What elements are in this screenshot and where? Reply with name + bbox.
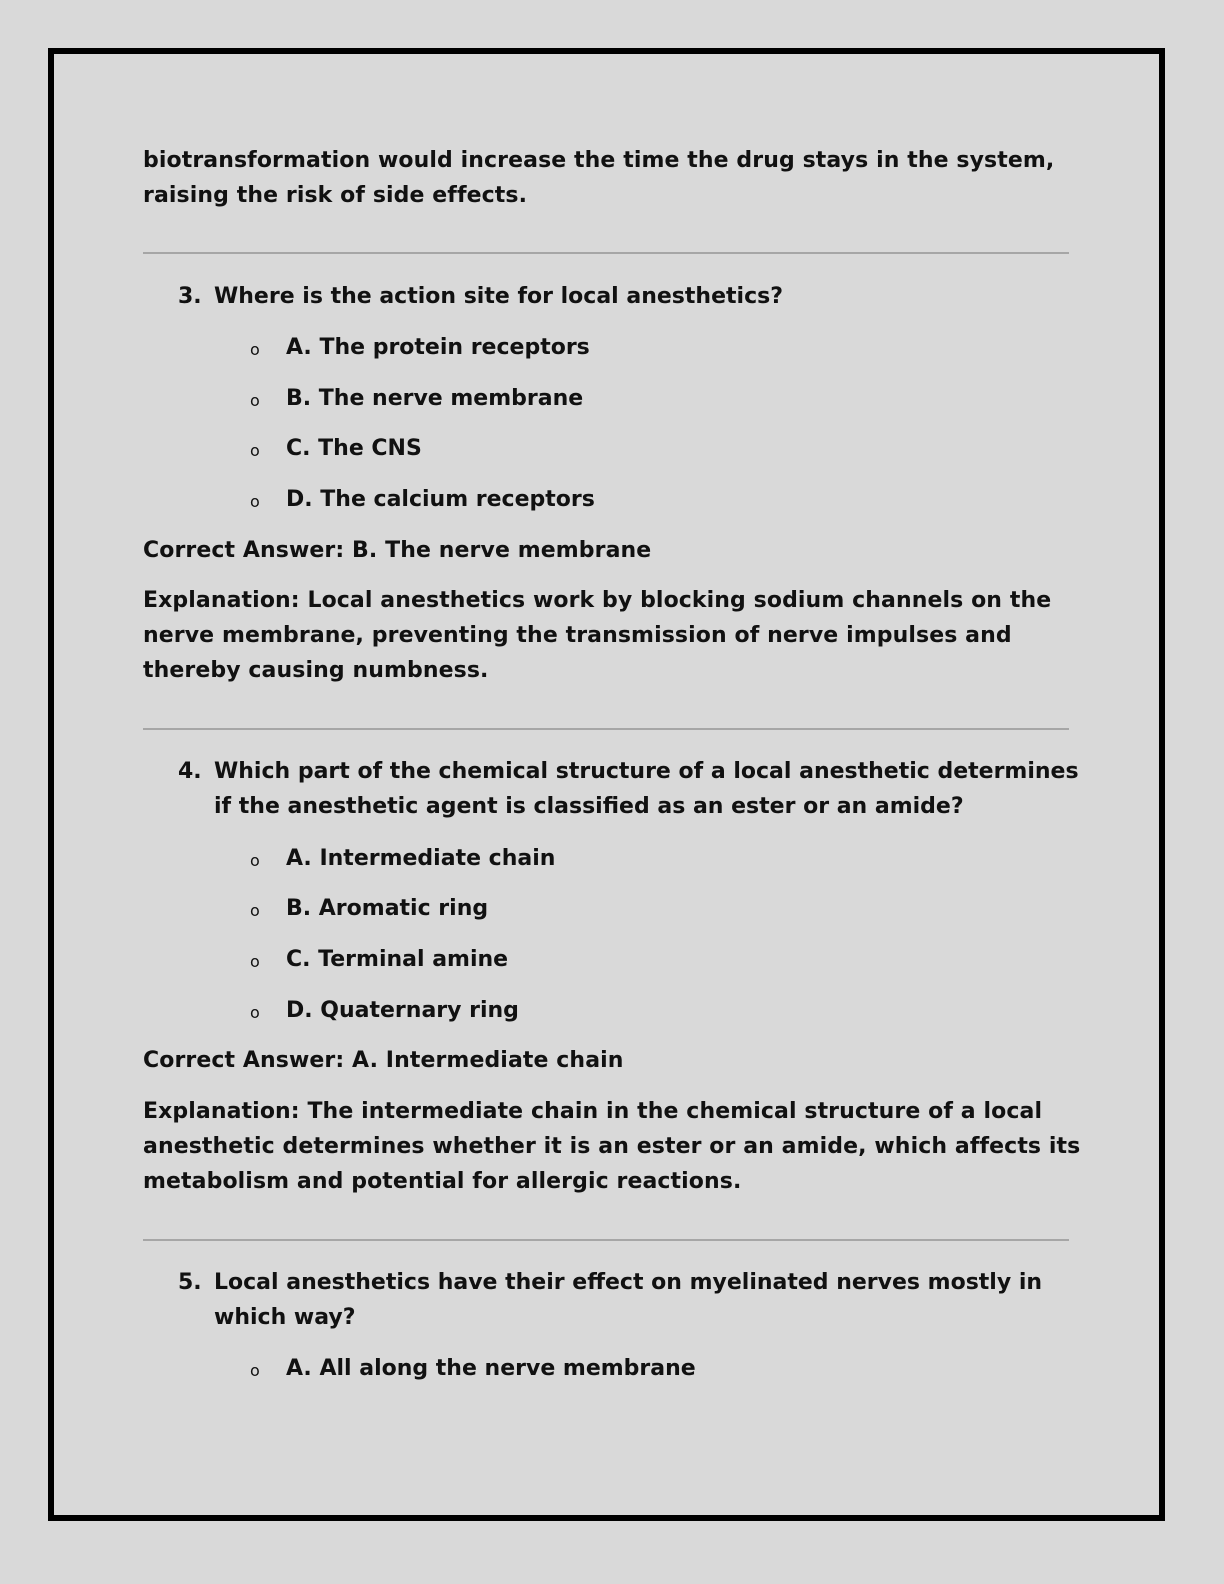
intro-line: biotransformation would increase the time the drug stays in the system,	[143, 148, 1055, 173]
correct-answer: Correct Answer: A. Intermediate chain	[143, 1048, 624, 1073]
bullet-icon: o	[250, 952, 260, 971]
bullet-icon: o	[250, 340, 260, 359]
question-text: Which part of the chemical structure of a local anesthetic determines	[214, 759, 1079, 784]
question-number: 5.	[178, 1270, 202, 1295]
option-text: A. The protein receptors	[286, 335, 590, 360]
bullet-icon: o	[250, 492, 260, 511]
divider	[143, 252, 1069, 254]
bullet-icon: o	[250, 1003, 260, 1022]
question-text: Local anesthetics have their effect on myelinated nerves mostly in	[214, 1270, 1043, 1295]
question-text: Where is the action site for local anesthetics?	[214, 284, 783, 309]
bullet-icon: o	[250, 391, 260, 410]
explanation-line: Explanation: Local anesthetics work by blocking sodium channels on the	[143, 588, 1052, 613]
bullet-icon: o	[250, 1361, 260, 1380]
option-text: B. The nerve membrane	[286, 386, 584, 411]
divider	[143, 1239, 1069, 1241]
explanation-line: Explanation: The intermediate chain in the chemical structure of a local	[143, 1099, 1043, 1124]
explanation-line: metabolism and potential for allergic reactions.	[143, 1169, 742, 1194]
intro-line: raising the risk of side effects.	[143, 183, 528, 208]
option-text: B. Aromatic ring	[286, 896, 489, 921]
question-number: 4.	[178, 759, 202, 784]
question-text: if the anesthetic agent is classified as an ester or an amide?	[214, 794, 964, 819]
explanation-line: thereby causing numbness.	[143, 658, 489, 683]
option-text: A. Intermediate chain	[286, 846, 556, 871]
correct-answer: Correct Answer: B. The nerve membrane	[143, 538, 652, 563]
question-number: 3.	[178, 284, 202, 309]
option-text: C. Terminal amine	[286, 947, 509, 972]
option-text: D. Quaternary ring	[286, 998, 519, 1023]
bullet-icon: o	[250, 441, 260, 460]
question-text: which way?	[214, 1305, 356, 1330]
explanation-line: nerve membrane, preventing the transmission of nerve impulses and	[143, 623, 1012, 648]
option-text: D. The calcium receptors	[286, 487, 595, 512]
bullet-icon: o	[250, 851, 260, 870]
option-text: A. All along the nerve membrane	[286, 1356, 696, 1381]
option-text: C. The CNS	[286, 436, 422, 461]
bullet-icon: o	[250, 901, 260, 920]
explanation-line: anesthetic determines whether it is an ester or an amide, which affects its	[143, 1134, 1081, 1159]
divider	[143, 728, 1069, 730]
